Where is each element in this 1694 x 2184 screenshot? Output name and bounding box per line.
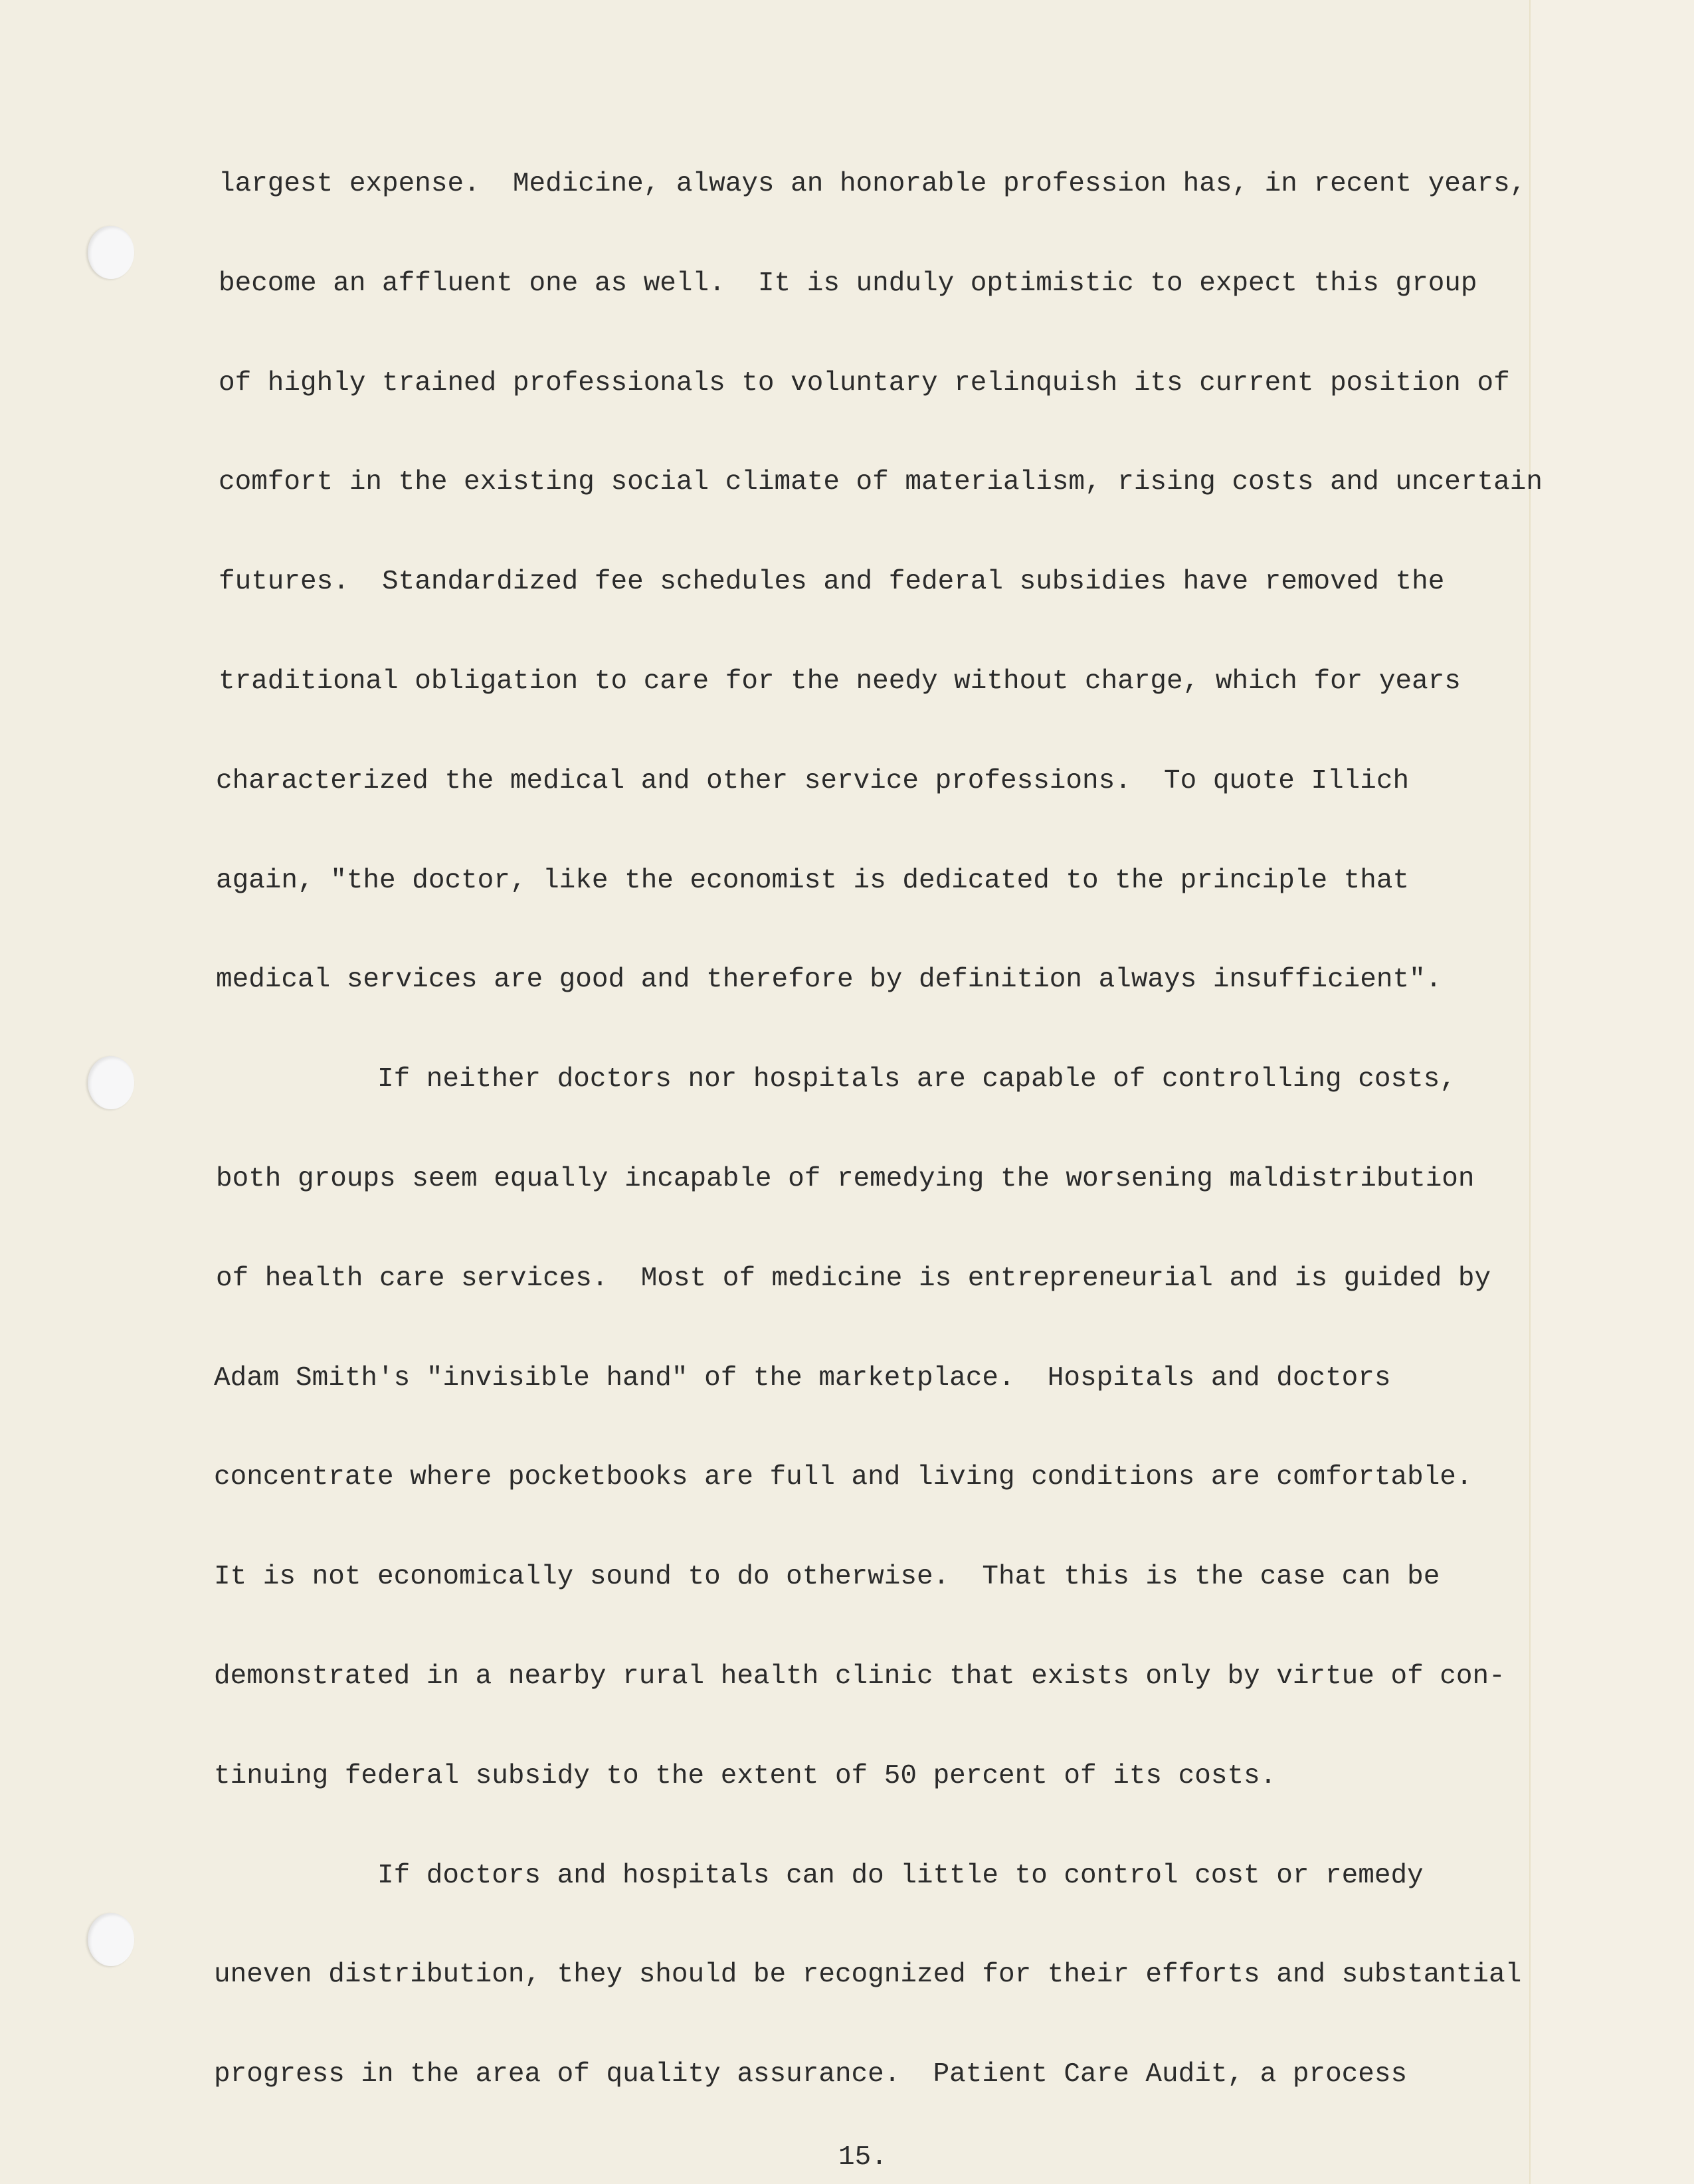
text-line: comfort in the existing social climate of materialism, rising costs and uncertain [219, 467, 1543, 498]
text-line: futures. Standardized fee schedules and federal subsidies have removed the [219, 567, 1445, 598]
page-number: 15. [838, 2142, 888, 2173]
text-line: uneven distribution, they should be recognized for their efforts and substantial [214, 1959, 1522, 1991]
text-line: concentrate where pocketbooks are full and living conditions are comfortable. [214, 1462, 1473, 1493]
text-line: It is not economically sound to do otherwise. That this is the case can be [214, 1562, 1440, 1593]
punch-hole [88, 226, 134, 279]
punch-hole [88, 1913, 134, 1966]
text-line: If doctors and hospitals can do little to control cost or remedy [377, 1860, 1424, 1891]
page-margin-strip [1531, 0, 1694, 2184]
punch-hole [88, 1056, 134, 1109]
text-line: Adam Smith's "invisible hand" of the marketplace. Hospitals and doctors [214, 1362, 1391, 1394]
text-line: of highly trained professionals to voluntary relinquish its current position of [219, 367, 1510, 399]
text-line: again, "the doctor, like the economist is dedicated to the principle that [216, 865, 1410, 896]
text-line: of health care services. Most of medicine is entrepreneurial and is guided by [216, 1263, 1491, 1294]
text-line: become an affluent one as well. It is unduly optimistic to expect this group [219, 268, 1477, 299]
text-line: progress in the area of quality assurance. Patient Care Audit, a process [214, 2059, 1408, 2090]
text-line: medical services are good and therefore by definition always insufficient". [216, 964, 1442, 996]
page-edge-line [1529, 0, 1531, 2184]
text-line: both groups seem equally incapable of remedying the worsening maldistribution [216, 1164, 1475, 1194]
text-line: demonstrated in a nearby rural health clinic that exists only by virtue of con- [214, 1661, 1505, 1692]
text-line: largest expense. Medicine, always an honorable profession has, in recent years, [219, 169, 1527, 199]
text-line: characterized the medical and other service professions. To quote Illich [216, 765, 1410, 796]
text-line: tinuing federal subsidy to the extent of 50 percent of its costs. [214, 1760, 1277, 1791]
text-line: traditional obligation to care for the needy without charge, which for years [219, 666, 1461, 697]
text-line: If neither doctors nor hospitals are capable of controlling costs, [377, 1064, 1456, 1095]
